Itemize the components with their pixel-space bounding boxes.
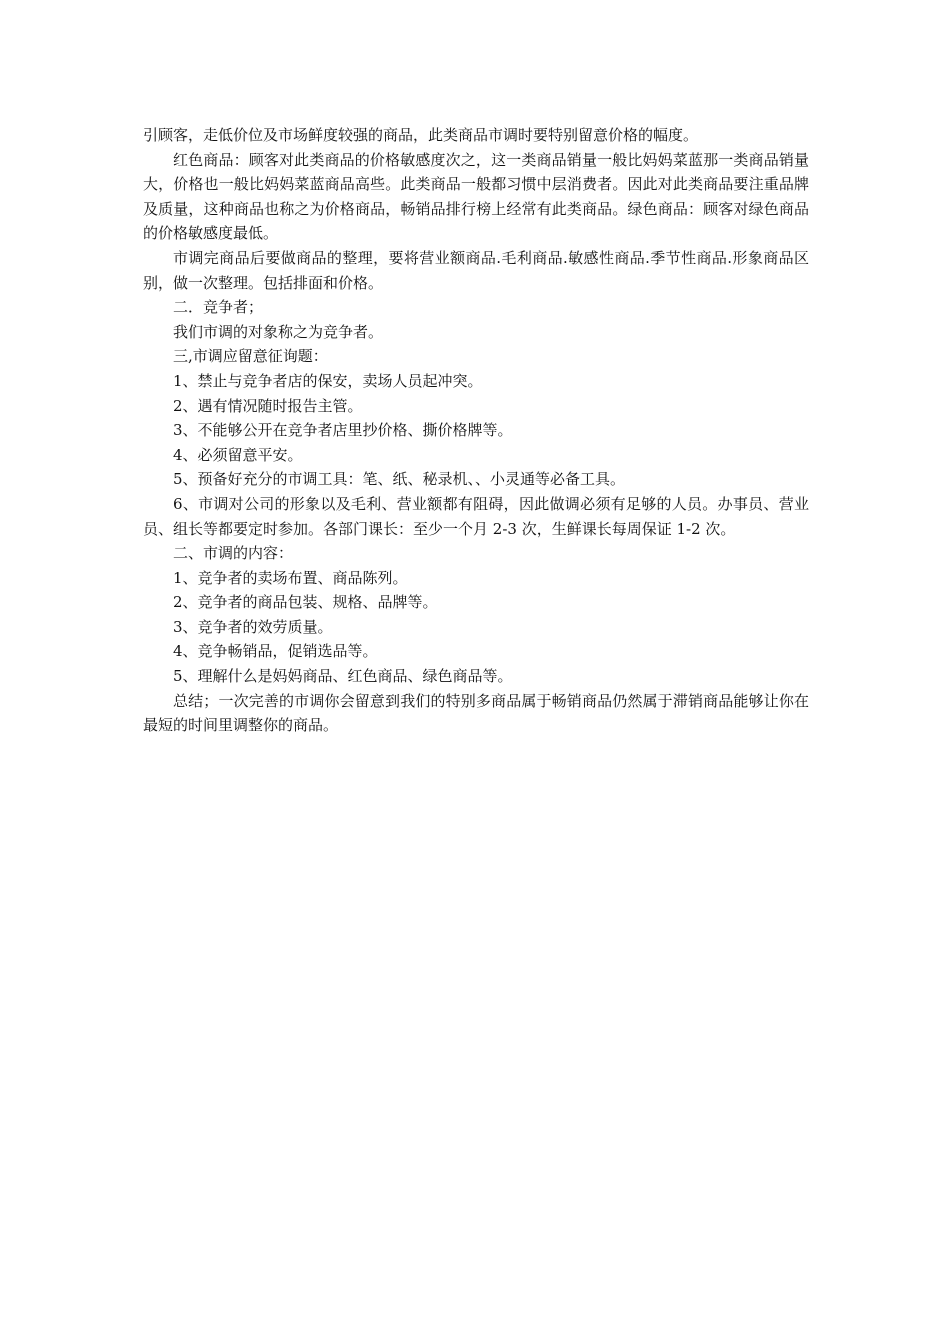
paragraph: 我们市调的对象称之为竞争者。: [173, 322, 384, 341]
paragraph: 引顾客，走低价位及市场鲜度较强的商品，此类商品市调时要特别留意价格的幅度。: [143, 126, 699, 144]
paragraph-summary: 总结；一次完善的市调你会留意到我们的特别多商品属于畅销商品仍然属于滞销商品能够让你在最短的时间里调整你的商品。: [143, 691, 809, 735]
list-item: 2、遇有情况随时报告主管。: [173, 396, 363, 415]
section-heading-notes: 三,市调应留意征询题：: [173, 347, 328, 366]
list-item: 3、竞争者的效劳质量。: [173, 617, 333, 636]
list-item: 6、市调对公司的形象以及毛利、营业额都有阻碍，因此做调必须有足够的人员。办事员、营业员、组长等都要定时参加。各部门课长：至少一个月 2-3 次，生鲜课长每周保证 1-2 次。: [143, 494, 809, 538]
list-item: 5、理解什么是妈妈商品、红色商品、绿色商品等。: [173, 667, 513, 686]
section-heading-content: 二、市调的内容：: [173, 544, 294, 563]
document-page: [143, 123, 809, 738]
list-item: 4、竞争畅销品，促销选品等。: [173, 642, 378, 661]
paragraph-red-goods: 红色商品：顾客对此类商品的价格敏感度次之，这一类商品销量一般比妈妈菜蓝那一类商品销量大，价格也一般比妈妈菜蓝商品高些。此类商品一般都习惯中层消费者。因此对此类商品要注重品牌及质量，这种商品也称之为价格商品，畅销品排行榜上经常有此类商品。绿色商品：顾客对绿色商品的价格敏感度最低。: [143, 150, 809, 243]
list-item: 3、不能够公开在竞争者店里抄价格、撕价格牌等。: [173, 421, 513, 440]
list-item: 4、必须留意平安。: [173, 445, 303, 464]
list-item: 5、预备好充分的市调工具：笔、纸、秘录机、、小灵通等必备工具。: [173, 470, 626, 489]
paragraph-organize: 市调完商品后要做商品的整理，要将营业额商品.毛利商品.敏感性商品.季节性商品.形象商品区别，做一次整理。包括排面和价格。: [143, 248, 809, 292]
list-item: 1、竞争者的卖场布置、商品陈列。: [173, 568, 408, 587]
list-item: 2、竞争者的商品包装、规格、品牌等。: [173, 593, 438, 612]
section-heading-competitors: 二．竞争者；: [173, 298, 264, 317]
list-item: 1、禁止与竞争者店的保安，卖场人员起冲突。: [173, 371, 483, 390]
